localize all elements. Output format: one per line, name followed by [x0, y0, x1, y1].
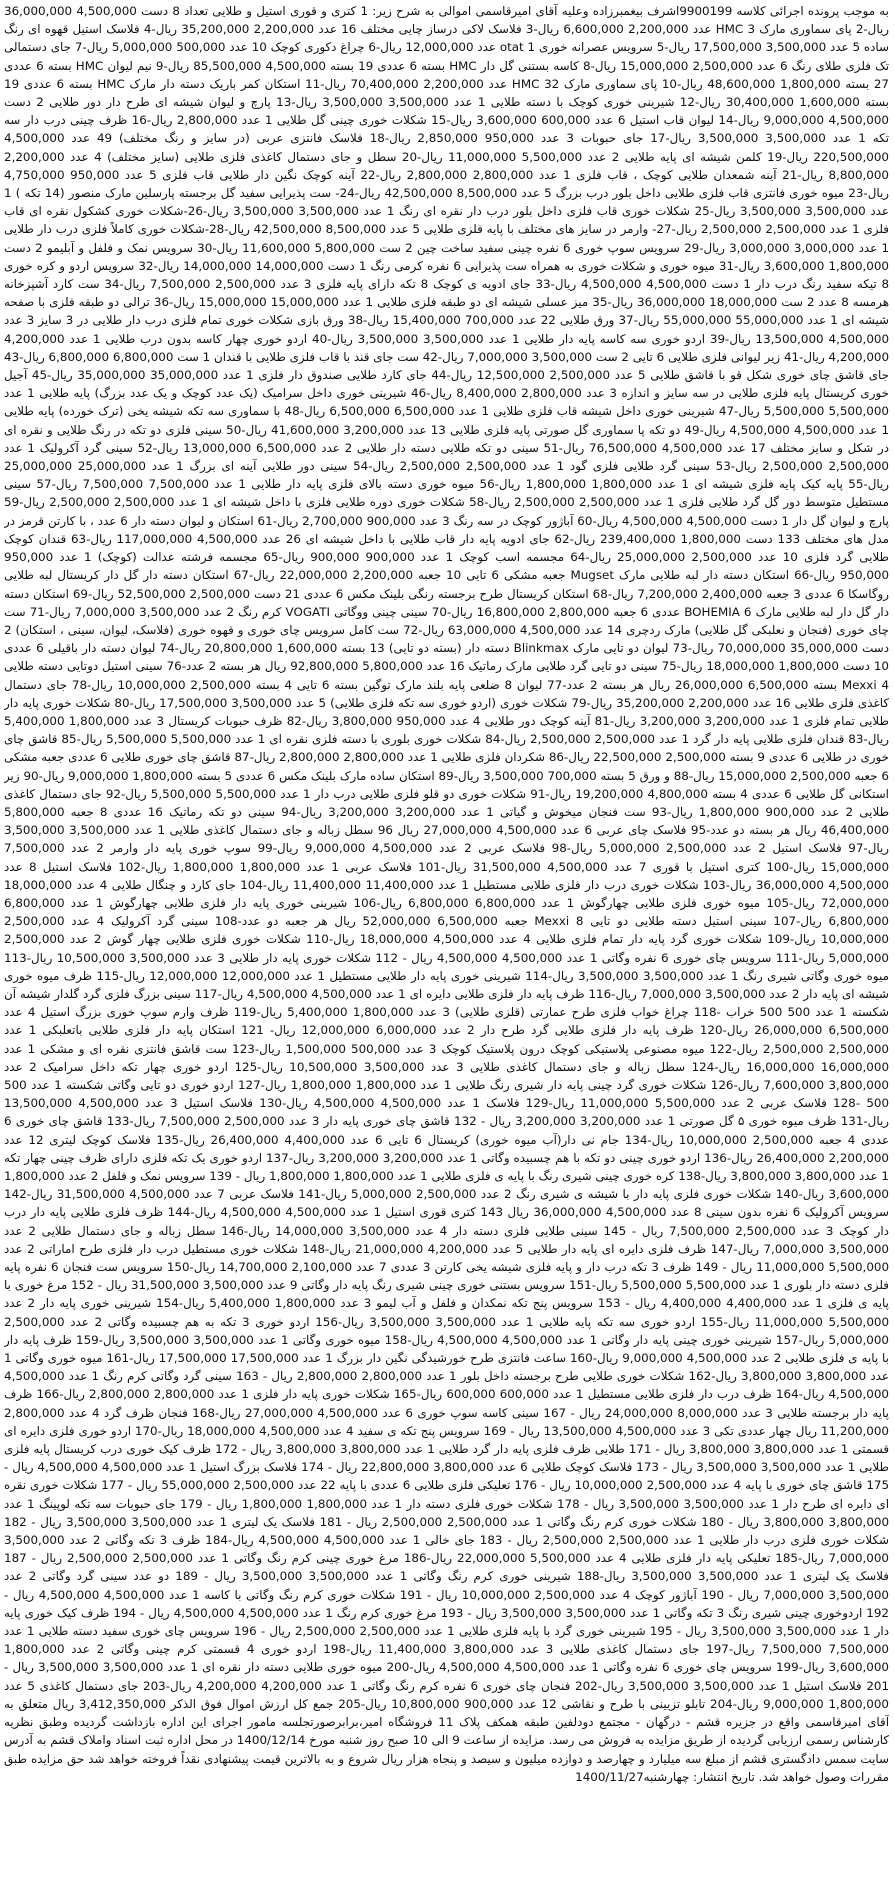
notice-publish-date: 1400/11/27 [575, 1769, 644, 1784]
notice-body-text: به موجب پرونده اجرائی کلاسه 9900199اشرف بیغمبرزاده وعلیه آقای امیرقاسمی اموالی به شرح زیر: 1 کتری و قوری استیل و طلایی تعداد 8 دست 4,500,000 36,000,000 ریال-2 پای سماوری مارک 3 HMC عدد 2,200,000 6,600,000 ریال-3 فلاسک لاکی درساز چایی مختلف 16 عدد 2,200,000 35,200,000 ریال-4 فلاسک استیل قهوه ای رنگ ساده 5 عدد 3,500,000 17,500,000 ریال-5 سرویس عصرانه خوری otat 1 عدد 12,000,000 ریال-6 چراغ دکوری کوچک 10 عدد 500,000 5,000,000 ریال-7 جای دستمالی تک فلزی طلای رنگ 6 عدد 2,500,000 15,000,000 ریال-8 کاسه بستنی گل دار HMC بسته 6 عددی 19 بسته 4,500,000 85,500,000 ریال-9 نیم لیوان HMC بسته 6 عددی 27 بسته 1,800,000 48,600,000 ریال-10 پای سماوری مارک HMC 32 عدد 2,200,000 70,400,000 ریال-11 استکان کمر باریک دسته دار مارک HMC بسته 6 عددی 19 بسته 1,600,000 30,400,000 ریال-12 شیرینی خوری کوچک با دسته طلایی 1 عدد 3,500,000 3,500,000 ریال-13 پارچ و لیوان شیشه ای طرح دار دور طلایی 2 دست 4,500,000 9,000,000 ریال-14 لیوان قاب استیل 6 عدد 600,000 3,600,000 ریال-15 شکلات خوری چینی گل طلایی 1 عدد 2,800,000 ریال-16 ظرف چینی درب دار سه تکه 1 عدد 3,500,000 3,500,000 ریال-17 جای حبوبات 3 عدد 950,000 2,850,000 ریال-18 فلاسک فانتزی عربی (در سایز و رنگ مختلف) 49 عدد 4,500,000 220,500,000 ریال-19 کلمن شیشه ای پایه طلایی 2 عدد 5,500,000 11,000,000 ریال-20 سطل و جای دستمال کاغذی فلزی طلایی (سایز مختلف) 4 عدد 2,200,000 8,800,000 ریال-21 آینه شمعدان طلایی کوچک ، قاب فلزی 1 عدد 2,800,000 2,800,000 ریال-22 آینه کوچک نگین دار طلایی قاب فلزی 5 عدد 950,000 4,750,000 ریال-23 میوه خوری فانتزی قاب فلزی طلایی داخل بلور درب بزرگ 5 عدد 8,500,000 42,500,000 ریال-24- ست پذیرایی سفید گل برجسته پارسلین مارک منصور (14 تکه ) 1 عدد 3,500,000 3,500,000 ریال-25 شکلات خوری قاب فلزی داخل بلور درب دار نقره ای رنگ 1 عدد 3,500,000 3,500,000 ریال-26-شکلات خوری کشکول نقره ای قاب فلزی 1 عدد 2,500,000 2,500,000 ریال-27- وارمر در سایز های مختلف با پایه فلزی طلایی 5 عدد 8,500,000 42,500,000 ریال-28-شکلات خوری کاملاً فلزی درب دار طلایی 1 عدد 3,000,000 3,000,000 ریال-29 سرویس سوپ خوری 6 نفره چینی سفید ساخت چین 2 ست 5,800,000 11,600,000 ریال-30 سرویس نمک و فلفل و آبلیمو 2 دست 1,800,000 3,600,000 ریال-31 میوه خوری و شکلات خوری به همراه ست پذیرایی 6 نفره کرمی رنگ 1 دست 14,000,000 14,000,000 ریال-32 سرویس اردو و کره خوری 8 تیکه سفید رنگ درب دار 1 دست 4,500,000 4,500,000 ریال-33 جای ادویه ی کوچک 8 تکه دارای پایه فلزی 3 عدد 2,500,000 7,500,000 ریال-34 ست کارد آشپزخانه هرمسه 8 عدد 2 ست 18,000,000 36,000,000 ریال-35 میز عسلی شیشه ای دو طبقه فلزی طلایی 1 عدد 15,000,000 15,000,000 ریال-36 ترالی دو طبقه فلزی با صفحه شیشه ای 1 عدد 55,000,000 55,000,000 ریال-37 ورق طلایی 22 عدد 700,000 15,400,000 ریال-38 ورق بازی شکلات خوری تمام فلزی درب دار طلایی در 3 سایز 3 عدد 4,500,000 13,500,000 ریال-39 اردو خوری سه کاسه پایه دار طلایی 1 عدد 3,500,000 3,500,000 ریال-40 اردو خوری چهار کاسه بدون درب طلایی 1 عدد 4,200,000 4,200,000 ریال-41 زیر لیوانی فلزی طلایی 6 تایی 2 ست 3,500,000 7,000,000 ریال-42 ست جای قند با قاب فلزی طلایی با قندان 1 ست 6,800,000 6,800,000 ریال-43 جای قاشق چای خوری شکل قو با قاشق طلایی 5 عدد 2,500,000 12,500,000 ریال-44 جای کارد طلایی صندوق دار فلزی 1 عدد 35,000,000 35,000,000 ریال-45 آجیل خوری کریستال پایه فلزی طلایی در سه سایز و اندازه 3 عدد 2,800,000 8,400,000 ریال-46 شیرینی خوری داخل سرامیک (یک عدد کوچک و یک عدد بزرگ) پایه طلایی 1 عدد 5,500,000 5,500,000 ریال-47 شیرینی خوری داخل شیشه قاب فلزی طلایی 1 عدد 6,500,000 6,500,000 ریال-48 با سماوری سه تکه شیشه یخی (ترک خورده) پایه طلایی 1 عدد 4,500,000 4,500,000 ریال-49 دو تکه پا سماوری گل صورتی پایه فلزی طلایی 13 عدد 3,200,000 41,600,000 ریال-50 سینی فلزی دو تکه در رنگ طلایی و نقره ای در شکل و سایز مختلف 17 عدد 4,500,000 76,500,000 ریال-51 سینی دو تکه طلایی دسته دار طلایی 2 عدد 6,500,000 13,000,000 ریال-52 سینی گرد آکرولیک 1 عدد 2,500,000 2,500,000 ریال-53 سینی گرد طلایی فلزی گود 1 عدد 2,500,000 2,500,000 ریال-54 سینی دور طلایی آینه ای بزرگ 1 عدد 25,000,000 25,000,000 ریال-55 پایه کیک پایه فلزی شیشه ای 1 عدد 1,800,000 1,800,000 ریال-56 میوه خوری دسته بالای فلزی پایه دار طلایی 1 عدد 7,500,000 7,500,000 ریال-57 سینی مستطیل متوسط دور گل گرد طلایی فلزی 1 عدد 2,500,000 2,500,000 ریال-58 شکلات خوری دوره طلایی فلزی با داخل شیشه ای 1 عدد 2,500,000 2,500,000 ریال-59 پارچ و لیوان گل دار 1 دست 4,500,000 4,500,000 ریال-60 آباژور کوچک در سه رنگ 3 عدد 900,000 2,700,000 ریال-61 استکان و لیوان دسته دار 6 عدد ، با کارتن قرمز در مدل های مختلف 133 دست 1,800,000 239,400,000 ریال-62 جای ادویه پایه دار قاب طلایی با داخل شیشه ای 26 عدد 4,500,000 117,000,000 ریال-63 قندان کوچک طلایی گرد فلزی 10 عدد 2,500,000 25,000,000 ریال-64 مجسمه اسب کوچک 1 عدد 900,000 900,000 ریال-65 مجسمه فرشته عدالت (کوچک) 1 عدد 950,000 950,000 ریال-66 استکان دسته دار لبه طلایی مارک Mugset جعبه مشکی 6 تایی 10 جعبه 2,200,000 22,000,000 ریال-67 استکان دسته دار گل دار کریستال لبه طلایی روگاسکا 6 عددی 3 جعبه 2,400,000 7,200,000 ریال-68 استکان کریستال طرح برجسته رنگی بلینک مکس 6 عددی 21 دست 2,500,000 52,500,000 ریال-69 استکان دسته دار گل دار لبه طلایی مارک BOHEMIA 6 عددی 6 جعبه 2,800,000 16,800,000 ریال-70 سینی چینی ووگاتی VOGATI کرم رنگ 2 عدد 3,500,000 7,000,000 ریال-71 ست چای خوری (فنجان و نعلبکی گل طلایی) مارک ردچری 14 عدد 4,500,000 63,000,000 ریال-72 ست کامل سرویس چای خوری و قهوه خوری (فلاسک، لیوان، سینی ، استکان) 2 دست 35,000,000 70,000,000 ریال-73 لیوان دو تایی مارک Blinkmax دسته دار (بسته دو تایی) 13 بسته 1,600,000 20,800,000 ریال-74 لیوان دسته دار باقیلی 6 عددی 10 دست 1,800,000 18,000,000 ریال-75 سینی دو تایی گرد طلایی مارک رماتیک 16 عدد 5,800,000 92,800,000 ریال هر بسته 2 عدد-76 سینی استیل دوتایی دسته طلایی Mexxi 4 بسته 6,500,000 26,000,000 ریال هر بسته 2 عدد-77 لیوان 8 ضلعی پایه بلند مارک توگین بسته 6 تایی 4 بسته 2,500,000 10,000,000 ریال-78 جای دستمال کاغذی فلزی طلایی 16 عدد 2,200,000 35,200,000 ریال-79 شکلات خوری (اردو خوری سه تکه فلزی طلایی) 5 عدد 3,500,000 17,500,000 ریال-80 شکلات خوری پایه دار طلایی تمام فلزی 1 عدد 3,200,000 3,200,000 ریال-81 آینه کوچک دور طلایی 4 عدد 950,000 3,800,000 ریال-82 ظرف حبوبات کریستال 3 عدد 1,800,000 5,400,000 ریال-83 قندان فلزی طلایی پایه دار گرد 1 عدد 2,500,000 2,500,000 ریال-84 شکلات خوری بلوری با دسته فلزی نقره ای 1 عدد 5,500,000 5,500,000 ریال-85 قاشق چای خوری در طلایی 6 عددی 9 بسته 2,500,000 22,500,000 ریال-86 شکردان فلزی طلایی 1 عدد 2,800,000 2,800,000 ریال-87 قاشق چای خوری طلایی 6 عددی جعبه مشکی 6 جعبه 2,500,000 15,000,000 ریال-88 و ورق 5 بسته 700,000 3,500,000 ریال-89 استکان ساده مارک بلینک مکس 6 عددی 5 بسته 1,800,000 9,000,000 ریال-90 زیر استکانی گل طلایی 6 عددی 4 بسته 4,800,000 19,200,000 ریال-91 شکلات خوری دو قلو فلزی طلایی درب دار 1 عدد 5,500,000 5,500,000 ریال-92 جای دستمال کاغذی طلایی 2 عدد 900,000 1,800,000 ریال-93 ست فنجان میخوش و گیاتی 1 عدد 3,200,000 3,200,000 ریال-94 سینی دو تکه رماتیک 16 عددی 8 جعبه 5,800,000 46,400,000 ریال هر بسته دو عدد-95 فلاسک چای عربی 6 عدد 4,500,000 27,000,000 ریال 96 سطل زباله و جای دستمال کاغذی طلایی 1 عدد 3,500,000 3,500,000 ریال-97 فلاسک استیل 2 عدد 2,500,000 5,000,000 ریال-98 فلاسک عربی 2 عدد 4,500,000 9,000,000 ریال-99 سوپ خوری پایه دار وارمر 2 عدد 7,500,000 15,000,000 ریال-100 کتری استیل با قوری 7 عدد 4,500,000 31,500,000 ریال-101 فلاسک عربی 1 عدد 1,800,000 1,800,000 ریال-102 فلاسک استیل 8 عدد 4,500,000 36,000,000 ریال-103 شکلات خوری درب دار فلزی طلایی مستطیل 1 عدد 11,400,000 11,400,000 ریال-104 جای کارد و چنگال طلایی 4 عدد 18,000,000 72,000,000 ریال-105 میوه خوری فلزی طلایی چهارگوش 1 عدد 6,800,000 6,800,000 ریال-106 شیرینی خوری پایه دار فلزی طلایی چهارگوش 1 عدد 6,800,000 6,800,000 ریال-107 سینی استیل دسته طلایی دو تایی Mexxi 8 جعبه 6,500,000 52,000,000 ریال هر جعبه دو عدد-108 سینی گرد آکرولیک 4 عدد 2,500,000 10,000,000 ریال-109 شکلات خوری گرد پایه دار تمام فلزی طلایی 4 عدد 4,500,000 18,000,000 ریال-110 شکلات خوری فلزی طلایی چهار گوش 2 عدد 2,500,000 5,000,000 ریال-111 سرویس چای خوری 6 نفره وگاتی 1 عدد 4,500,000 4,500,000 ریال - 112 شکلات خوری پایه دار طلایی 3 عدد 3,500,000 10,500,000 ریال-113 میوه خوری وگاتی شیری رنگ 1 عدد 3,500,000 3,500,000 ریال-114 شیرینی خوری پایه دار طلایی مستطیل 1 عدد 12,000,000 12,000,000 ریال-115 ظرف میوه خوری شیشه ای پایه دار 2 عدد 3,500,000 7,000,000 ریال-116 ظرف پایه دار فلزی طلایی دایره ای 1 عدد 4,500,000 4,500,000 ریال-117 سینی بزرگ فلزی گرد گلدار شیشه آن شکسته 1 عدد 500 500 خراب -118 چراغ خواب فلزی طرح عمارتی (قلزی طلایی) 3 عدد 1,800,000 5,400,000 ریال-119 ظرف وارم سوپ خوری بزرگ استیل 4 عدد 6,500,000 26,000,000 ریال-120 ظرف پایه دار فلزی طلایی گرد طرح دار 2 عدد 6,000,000 12,000,000 ریال- 121 استکان پایه دار فلزی طلایی باتعلبکی 1 عدد 2,500,000 2,500,000 ریال-122 میوه مصنوعی پلاستیکی کوچک درون پلاستیک کوچک 3 عدد 500,000 1,500,000 ریال-123 ست قاشق فانتزی نقره ای و مشکی 1 عدد 16,000,000 16,000,000 ریال-124 سطل زباله و جای دستمال کاغذی طلایی 3 عدد 3,500,000 10,500,000 ریال-125 اردو خوری چهار تکه داخل سرامیک 2 عدد 3,800,000 7,600,000 ریال-126 شکلات خوری گرد چینی پایه دار شیری رنگ طلایی 1 عدد 1,800,000 1,800,000 ریال-127 اردو خوری دو تایی وگاتی شکسته 1 عدد 500 500 -128 فلاسک عربی 2 عدد 5,500,000 11,000,000 ریال-129 فلاسک 1 عدد 4,500,000 4,500,000 ریال-130 فلاسک استیل 3 عدد 4,500,000 13,500,000 ریال-131 ظرف میوه خوری ۵ گل صورتی 1 عدد 3,200,000 3,200,000 ریال - 132 قاشق چای خوری پایه دار 3 عدد 2,500,000 7,500,000 ریال-133 قاشق چای خوری 6 عددی 4 جعبه 2,500,000 10,000,000 ریال-134 جام نی دار(آب میوه خوری) کریستال 6 تایی 6 عدد 4,400,000 26,400,000 ریال-135 فلاسک کوچک لیتری 12 عدد 2,200,000 26,400,000 ریال-136 اردو خوری چینی دو تکه با هم چسبیده وگاتی 1 عدد 3,200,000 3,200,000 ریال-137 اردو خوری یک تکه فلزی دارای ظرف چینی چهار تکه 1 عدد 3,800,000 3,800,000 ریال-138 کره خوری چینی شیری رنگ با پایه ی فلزی طلایی 1 عدد 1,800,000 1,800,000 ریال - 139 سرویس نمک و فلفل 2 عدد 1,800,000 3,600,000 ریال-140 شکلات خوری فلزی پایه دار با شیشه ی شیری رنگ 2 عدد 2,500,000 5,000,000 ریال-141 فلاسک عربی 7 عدد 4,500,000 31,500,000 ریال-142 سرویس آکرولیک 6 نفره بدون سینی 8 عدد 4,500,000 36,000,000 ریال 143 کتری قوری استیل 1 عدد 4,500,000 4,500,000 ریال-144 ظرف فلزی طلایی پایه دار درب دار کوچک 3 عدد 2,500,000 7,500,000 ریال - 145 سینی طلایی فلزی دسته دار 4 عدد 3,500,000 14,000,000 ریال-146 سطل زباله و جای دستمال طلایی 2 عدد 3,500,000 7,000,000 ریال-147 ظرف فلزی دایره ای پایه دار طلایی 5 عدد 4,200,000 21,000,000 ریال-148 شکلات خوری مستطیل درب دار فلزی طرح اماراتی 2 عدد 5,500,000 11,000,000 ریال - 149 ظرف 3 تکه درب دار و پایه فلزی شیشه یخی کارتن 3 عددی 7 عدد 2,100,000 14,700,000 ریال-150 سرویس ست فنجان 6 نفره پایه فلزی دسته دار بلوری 1 عدد 5,500,000 5,500,000 ریال-151 سرویس بستنی خوری چینی شیری رنگ پایه دار وگاتی 9 عدد 3,500,000 31,500,000 ریال - 152 مرغ خوری با پایه ی فلزی 1 عدد 4,400,000 4,400,000 ریال - 153 سرویس پنج تکه نمکدان و فلفل و آب لیمو 3 عدد 1,800,000 5,400,000 ریال-154 شیرینی خوری پایه دار 2 عدد 5,500,000 11,000,000 ریال-155 اردو خوری سه تکه پایه طلایی 1 عدد 3,500,000 3,500,000 ریال-156 اردو خوری 3 تکه به هم چسبیده وگاتی 2 عدد 2,500,000 5,000,000 ریال-157 شیرینی خوری چینی پایه دار وگاتی 1 عدد 4,500,000 4,500,000 ریال-158 میوه خوری وگاتی 1 عدد 3,500,000 3,500,000 ریال-159 ظرف پایه دار با پایه ی فلزی طلایی 2 عدد 4,500,000 9,000,000 ریال-160 ساعت فانتزی طرح خورشیدگی نگین دار بزرگ 1 عدد 17,500,000 17,500,000 ریال-161 میوه خوری وگاتی 1 عدد 3,800,000 3,800,000 ریال-162 شکلات خوری طلایی طرح برجسته داخل بلور 1 عدد 2,800,000 2,800,000 ریال - 163 سینی گرد وگاتی کرم رنگ 1 عدد 4,500,000 4,500,000 ریال-164 ظرف درب دار فلزی طلایی مستطیل 1 عدد 600,000 600,000 ریال-165 شکلات خوری پایه دار فلزی 1 عدد 2,800,000 2,800,000 ریال-166 ظرف پایه دار برجسته طلایی 3 عدد 8,000,000 24,000,000 ریال - 167 سینی کاسه سوپ خوری 6 عدد 4,500,000 27,000,000 ریال-168 فنجان ظرف گرد 4 عدد 2,800,000 11,200,000 ریال چهار عددی تکی 3 عدد 4,500,000 13,500,000 ریال - 169 سرویس پنج تکه ی سفید 4 عدد 4,500,000 18,000,000 ریال-170 اردو خوری فلزی دایره ای قسمتی 1 عدد 3,800,000 3,800,000 ریال - 171 طلایی ظرف فلزی پایه دار گرد طلایی 1 عدد 3,800,000 3,800,000 ریال - 172 ظرف کیک خوری درب کریستال پایه فلزی طلایی 1 عدد 3,500,000 3,500,000 ریال - 173 فلاسک کوچک طلایی 6 عدد 3,800,000 22,800,000 ریال - 174 فلاسک بزرگ استیل 1 عدد 4,500,000 4,500,000 ریال - 175 قاشق چای خوری با پایه 4 عدد 2,500,000 10,000,000 ریال - 176 تعلیکی فلزی طلایی 6 عددی با پایه 22 عدد 2,500,000 55,000,000 ریال - 177 شکلات خوری نقره ای دایره ای طرح دار 1 عدد 3,500,000 3,500,000 ریال - 178 شکلات خوری فلزی دسته دار 1 عدد 1,800,000 1,800,000 ریال - 179 جای حبوبات سه تکه لوپینگ 1 عدد 3,800,000 3,800,000 ریال - 180 شکلات خوری کرم رنگ وگاتی 1 عدد 2,500,000 2,500,000 ریال - 181 فلاسک یک لیتری 1 عدد 3,500,000 3,500,000 ریال - 182 شکلات خوری فلزی درب دار طلایی 1 عدد 2,500,000 2,500,000 ریال - 183 جای خالی 1 عدد 4,500,000 4,500,000 ریال-184 ظرف 3 تکه وگاتی 2 عدد 3,500,000 7,000,000 ریال-185 تعلیکی پایه دار فلزی طلایی 4 عدد 5,500,000 22,000,000 ریال-186 مرغ خوری چینی کرم رنگ وگاتی 1 عدد 2,500,000 2,500,000 ریال - 187 فلاسک یک لیتری 1 عدد 3,500,000 3,500,000 ریال-188 شیرینی خوری کرم رنگ وگاتی 1 عدد 3,500,000 3,500,000 ریال - 189 دو عدد سینی گرد وگاتی 2 عدد 3,500,000 7,000,000 ریال - 190 آباژور کوچک 4 عدد 2,500,000 10,000,000 ریال - 191 شکلات خوری کرم رنگ وگاتی با کاسه 1 عدد 4,500,000 4,500,000 ریال - 192 اردوخوری چینی شیری رنگ 3 تکه وگاتی 1 عدد 3,500,000 3,500,000 ریال - 193 مرغ خوری کرم رنگ 1 عدد 4,500,000 4,500,000 ریال - 194 ظرف کیک خوری پایه دار 1 عدد 3,500,000 3,500,000 ریال - 195 شیرینی خوری گرد با پایه فلزی طلایی 1 عدد 2,500,000 2,500,000 ریال - 196 سرویس چای خوری سفید دسته طلایی 1 عدد 7,500,000 7,500,000 ریال-197 جای دستمال کاغذی طلایی 3 عدد 3,800,000 11,400,000 ریال-198 اردو خوری 4 قسمتی کرم چینی وگاتی 2 عدد 1,800,000 3,600,000 ریال-199 سرویس چای خوری 6 نفره وگاتی 1 عدد 4,500,000 4,500,000 ریال-200 میوه خوری طلایی دسته دار نقره ای 1 عدد 3,500,000 3,500,000 ریال - 201 فلاسک استیل 1 عدد 3,500,000 3,500,000 ریال-202 فنجان چای خوری 6 نفره کرم رنگ وگاتی 1 عدد 4,200,000 4,200,000 ریال-203 جای دستمال کاغذی 5 عدد 1,800,000 9,000,000 ریال-204 تابلو تزیینی با طرح و نقاشی 12 عدد 900,000 10,800,000 ریال-205 جمع کل ارزش اموال فوق الذکر 3,412,350,000 ریال متعلق به آقای امیرقاسمی واقع در جزیره قشم - درگهان - مجتمع دودلفین طبقه همکف پلاک 11 فروشگاه امیر،برابرصورتجلسه مامور اجرای این اداره بازداشت گردیده وطبق نظریه کارشناس رسمی ارزیابی گردیده از طریق مزایده به فروش می رسد. مزایده از ساعت 9 الی 10 صبح روز شنبه مورخ 1400/12/14 در محل اداره ثبت اسناد واملاک قشم به آدرس سایت سمس دادگستری قشم از مبلغ سه میلیارد و چهارصد و دوازده میلیون و سیصد و پنجاه هزار ریال شروع و به بالاترین قیمت پیشنهادی نقداً فروخته خواهد شد حق مزایده طبق مقررات وصول خواهد شد. تاریخ انتشار: چهارشنبه [4, 4, 889, 1784]
auction-notice [4, 2, 889, 1887]
